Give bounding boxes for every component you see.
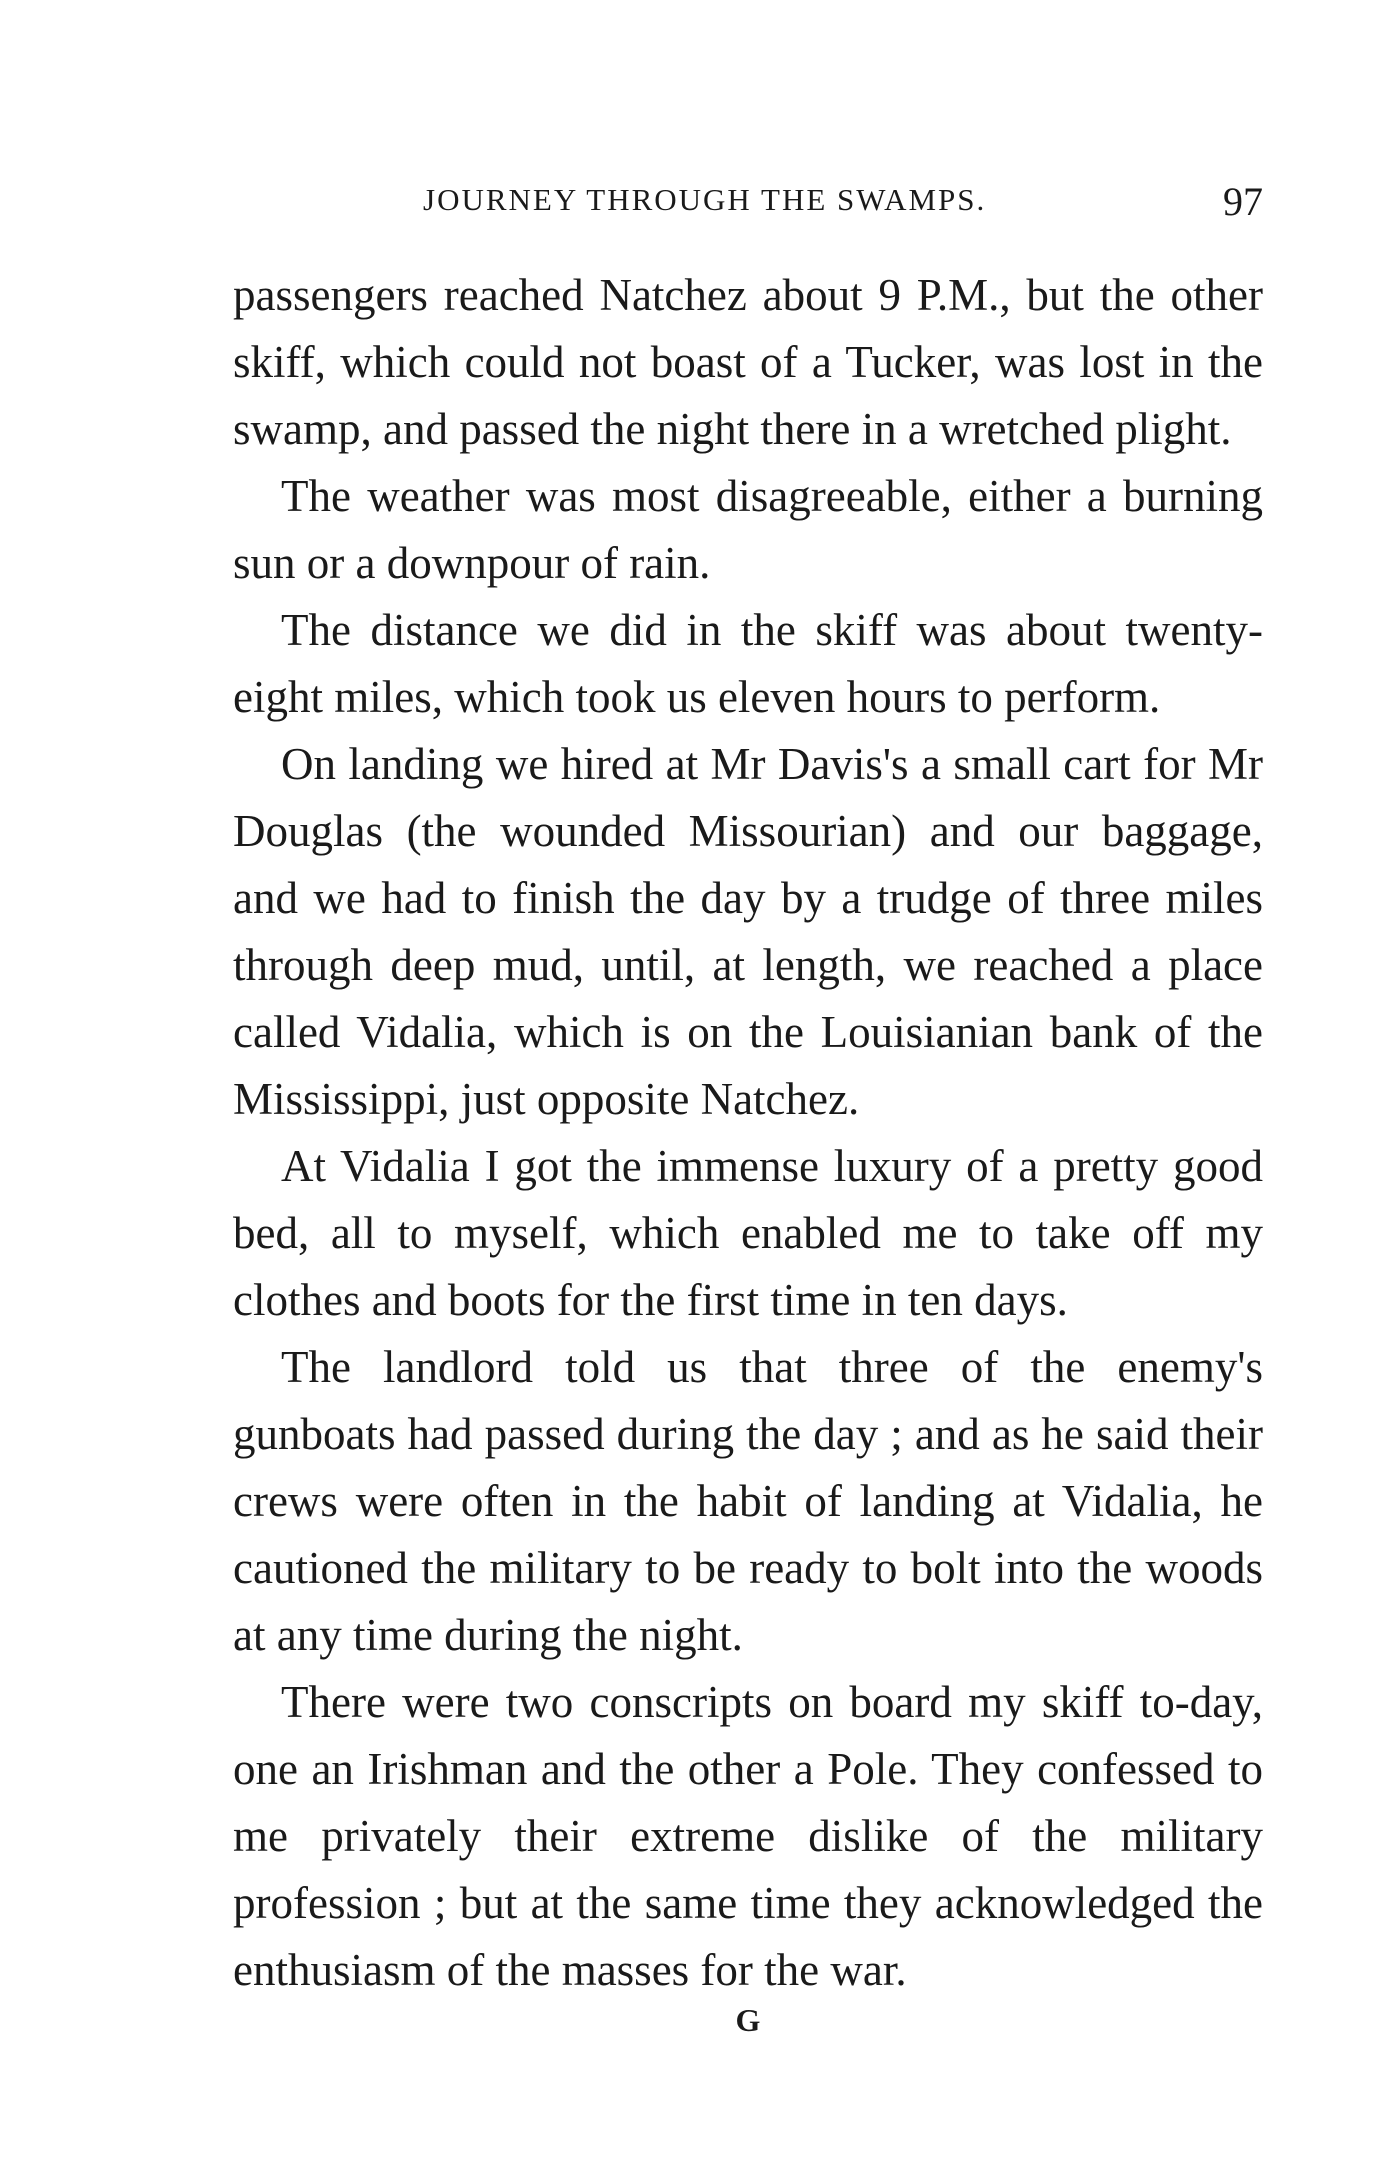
paragraph-2: The weather was most disagreeable, either a burning sun or a downpour of rain. — [233, 471, 1263, 588]
paragraph-1: passengers reached Natchez about 9 P.M., but the other skiff, which could not boast of a Tucker, was lost in the swamp, and passed the night there in a wretched plight. — [233, 270, 1263, 454]
paragraph-4: On landing we hired at Mr Davis's a small cart for Mr Douglas (the wounded Missourian) and our baggage, and we had to finish the day by a trudge of three miles through deep mud, until, at length, we reached a place called Vidalia, which is on the Louisianian bank of the Mississippi, just opposite Natchez. — [233, 739, 1263, 1124]
paragraph-3: The distance we did in the skiff was about twenty-eight miles, which took us eleven hours to perform. — [233, 605, 1263, 722]
running-head — [233, 178, 1263, 228]
book-page — [233, 0, 1263, 2161]
body-text — [233, 262, 1263, 2004]
page-number: 97 — [1223, 179, 1263, 224]
paragraph-5: At Vidalia I got the immense luxury of a pretty good bed, all to myself, which enabled me to take off my clothes and boots for the first time in ten days. — [233, 1141, 1263, 1325]
running-title: JOURNEY THROUGH THE SWAMPS. — [423, 182, 987, 217]
paragraph-6: The landlord told us that three of the enemy's gunboats had passed during the day ; and as he said their crews were often in the habit of landing at Vidalia, he cautioned the military to be ready to bolt into the woods at any time during the night. — [233, 1342, 1263, 1660]
paragraph-7: There were two conscripts on board my skiff to-day, one an Irishman and the other a Pole. They confessed to me privately their extreme dislike of the military profession ; but at the same time they acknowledged the enthusiasm of the masses for the war. — [233, 1677, 1263, 1995]
signature-mark: G — [735, 2002, 761, 2038]
